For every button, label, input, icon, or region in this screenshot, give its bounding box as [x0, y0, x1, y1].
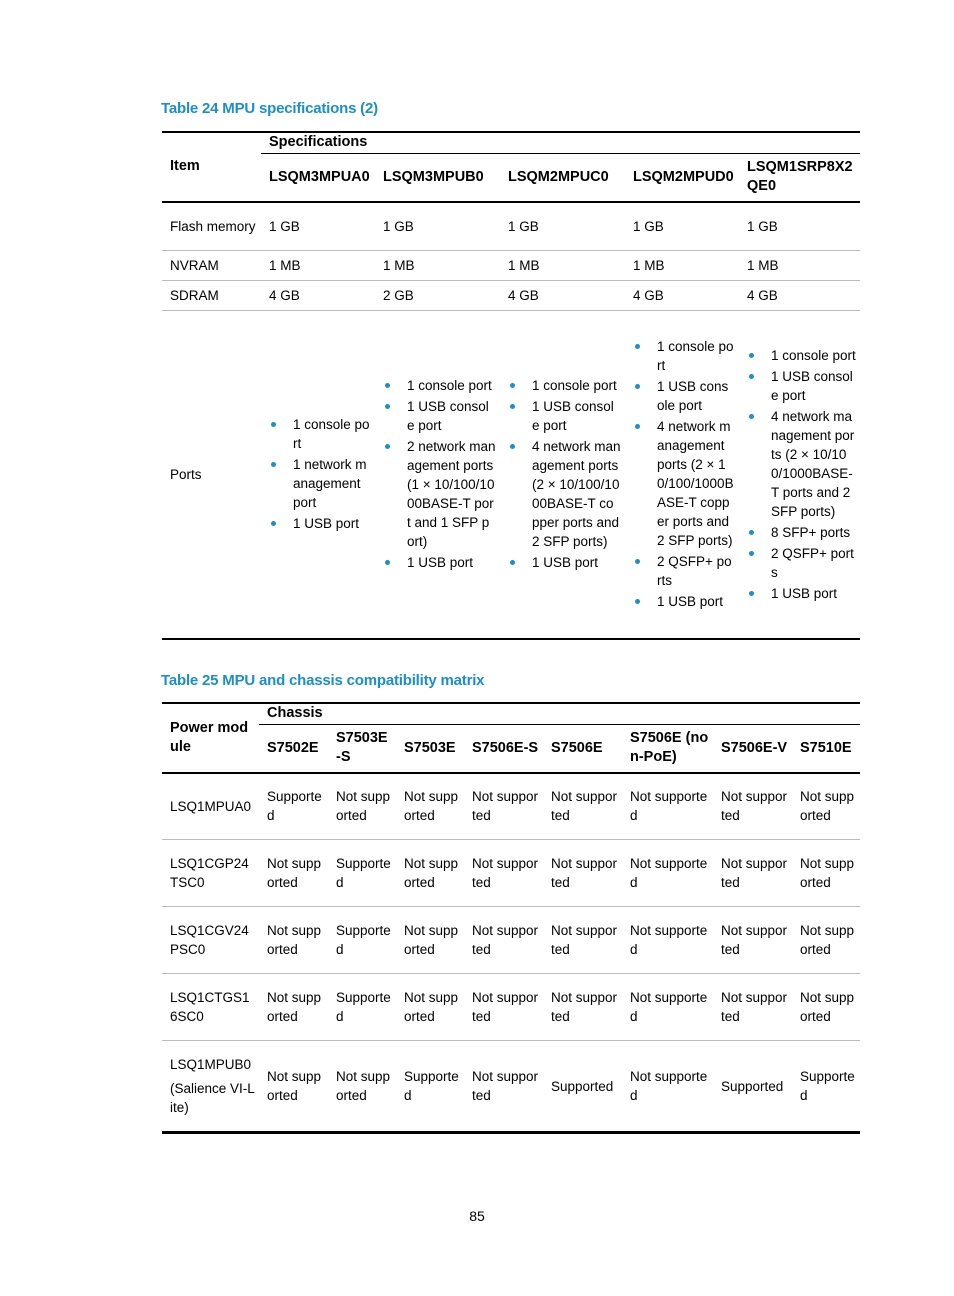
cell: Not supported: [543, 773, 622, 840]
table-row: [162, 907, 860, 974]
ports-cell: [375, 311, 500, 639]
cell: Supported: [721, 1078, 784, 1094]
cell: 4 GB: [739, 281, 860, 311]
row-label: NVRAM: [162, 251, 261, 281]
list-item: 1 console port: [508, 376, 621, 395]
ports-cell: [625, 311, 739, 639]
cell: Not supported: [267, 1069, 322, 1103]
list-item: 4 network management ports (2 × 10/100/1000BASE-T copper ports and 2 SFP ports): [508, 437, 621, 551]
module-note: (Salience VI-Lite): [170, 1081, 255, 1115]
cell: 4 GB: [625, 281, 739, 311]
cell: Not supported: [464, 974, 543, 1041]
list-item: 1 USB console port: [747, 367, 856, 405]
list-item: 8 SFP+ ports: [747, 523, 856, 542]
cell: Not supported: [336, 1069, 391, 1103]
cell: Not supported: [713, 840, 792, 907]
cell: Not supported: [396, 773, 464, 840]
cell: Not supported: [792, 907, 860, 974]
compatibility-matrix-table: [162, 702, 860, 1134]
cell: Not supported: [396, 907, 464, 974]
column-header: LSQM2MPUC0: [500, 154, 625, 202]
cell: Not supported: [622, 974, 713, 1041]
cell: Not supported: [259, 907, 328, 974]
cell: Supported: [800, 1069, 855, 1103]
cell: 1 MB: [625, 251, 739, 281]
cell: Not supported: [713, 907, 792, 974]
cell: Not supported: [328, 773, 396, 840]
cell: Not supported: [622, 907, 713, 974]
table-row: [162, 202, 860, 251]
ports-cell: [739, 311, 860, 639]
row-label: LSQ1CGV24PSC0: [162, 907, 259, 974]
list-item: 4 network management ports (2 × 10/100/1000BASE-T copper ports and 2 SFP ports): [633, 417, 735, 550]
cell: Not supported: [396, 840, 464, 907]
table-row: [162, 1041, 860, 1133]
column-header: LSQM2MPUD0: [625, 154, 739, 202]
list-item: 1 USB console port: [383, 397, 496, 435]
list-item: 1 console port: [383, 376, 496, 395]
list-item: 2 QSFP+ ports: [633, 552, 735, 590]
column-header: S7503E: [396, 725, 464, 773]
column-header: S7502E: [259, 725, 328, 773]
column-header: S7506E-V: [713, 725, 792, 773]
list-item: 4 network management ports (2 × 10/100/1000BASE-T ports and 2 SFP ports): [747, 407, 856, 521]
cell: Not supported: [622, 773, 713, 840]
row-label: SDRAM: [162, 281, 261, 311]
list-item: 2 QSFP+ ports: [747, 544, 856, 582]
ports-cell: [261, 311, 375, 639]
row-label: Flash memory: [162, 202, 261, 251]
cell: Not supported: [713, 773, 792, 840]
list-item: 1 console port: [633, 337, 735, 375]
cell: 1 MB: [739, 251, 860, 281]
table-row: [162, 974, 860, 1041]
table-25-caption: Table 25 MPU and chassis compatibility matrix: [161, 672, 485, 689]
cell: Not supported: [713, 974, 792, 1041]
cell: Not supported: [543, 840, 622, 907]
column-header: S7506E: [543, 725, 622, 773]
cell: 4 GB: [500, 281, 625, 311]
row-label: Ports: [170, 466, 202, 482]
table-row: [162, 773, 860, 840]
chassis-header: Chassis: [259, 703, 860, 725]
module-name: LSQ1MPUB0: [170, 1057, 252, 1072]
cell: Not supported: [543, 974, 622, 1041]
column-header: LSQM1SRP8X2QE0: [739, 154, 860, 202]
table-24-caption: Table 24 MPU specifications (2): [161, 100, 378, 117]
cell: Not supported: [792, 773, 860, 840]
row-label: [162, 1041, 259, 1133]
page-number: 85: [469, 1208, 485, 1224]
row-label: LSQ1CGP24TSC0: [162, 840, 259, 907]
cell: Supported: [328, 974, 396, 1041]
list-item: 1 console port: [269, 415, 371, 453]
list-item: 1 console port: [747, 346, 856, 365]
cell: Supported: [404, 1069, 459, 1103]
cell: 1 MB: [500, 251, 625, 281]
cell: Not supported: [630, 1069, 708, 1103]
column-header: LSQM3MPUB0: [375, 154, 500, 202]
cell: Not supported: [472, 1069, 539, 1103]
cell: Supported: [328, 907, 396, 974]
cell: Not supported: [464, 840, 543, 907]
list-item: 2 network management ports (1 × 10/100/1000BASE-T port and 1 SFP port): [383, 437, 496, 551]
column-header: S7503E-S: [328, 725, 396, 773]
cell: Not supported: [259, 974, 328, 1041]
item-header: Item: [162, 132, 261, 202]
cell: Not supported: [792, 840, 860, 907]
cell: Not supported: [396, 974, 464, 1041]
cell: Not supported: [543, 907, 622, 974]
item-header: Power module: [162, 703, 259, 773]
cell: 2 GB: [375, 281, 500, 311]
cell: 1 GB: [739, 202, 860, 251]
ports-cell: [500, 311, 625, 639]
list-item: 1 network management port: [269, 455, 371, 512]
table-row: [162, 840, 860, 907]
cell: Supported: [551, 1078, 614, 1094]
column-header: LSQM3MPUA0: [261, 154, 375, 202]
specifications-header: Specifications: [261, 132, 860, 154]
list-item: 1 USB port: [508, 553, 621, 572]
cell: Not supported: [464, 773, 543, 840]
row-label: LSQ1CTGS16SC0: [162, 974, 259, 1041]
table-row: [162, 281, 860, 311]
list-item: 1 USB port: [269, 514, 371, 533]
list-item: 1 USB port: [747, 584, 856, 603]
cell: 1 MB: [261, 251, 375, 281]
cell: 1 GB: [625, 202, 739, 251]
mpu-specifications-table: [162, 131, 860, 640]
cell: Supported: [328, 840, 396, 907]
cell: Not supported: [259, 840, 328, 907]
column-header: S7506E (non-PoE): [622, 725, 713, 773]
list-item: 1 USB port: [383, 553, 496, 572]
cell: 1 MB: [375, 251, 500, 281]
cell: 1 GB: [261, 202, 375, 251]
cell: Not supported: [792, 974, 860, 1041]
list-item: 1 USB console port: [633, 377, 735, 415]
row-label: LSQ1MPUA0: [162, 773, 259, 840]
list-item: 1 USB console port: [508, 397, 621, 435]
cell: Not supported: [622, 840, 713, 907]
cell: Not supported: [464, 907, 543, 974]
cell: 4 GB: [261, 281, 375, 311]
column-header: S7506E-S: [464, 725, 543, 773]
list-item: 1 USB port: [633, 592, 735, 611]
table-row-ports: [162, 311, 860, 639]
cell: Supported: [259, 773, 328, 840]
column-header: S7510E: [792, 725, 860, 773]
cell: 1 GB: [500, 202, 625, 251]
table-row: [162, 251, 860, 281]
cell: 1 GB: [375, 202, 500, 251]
